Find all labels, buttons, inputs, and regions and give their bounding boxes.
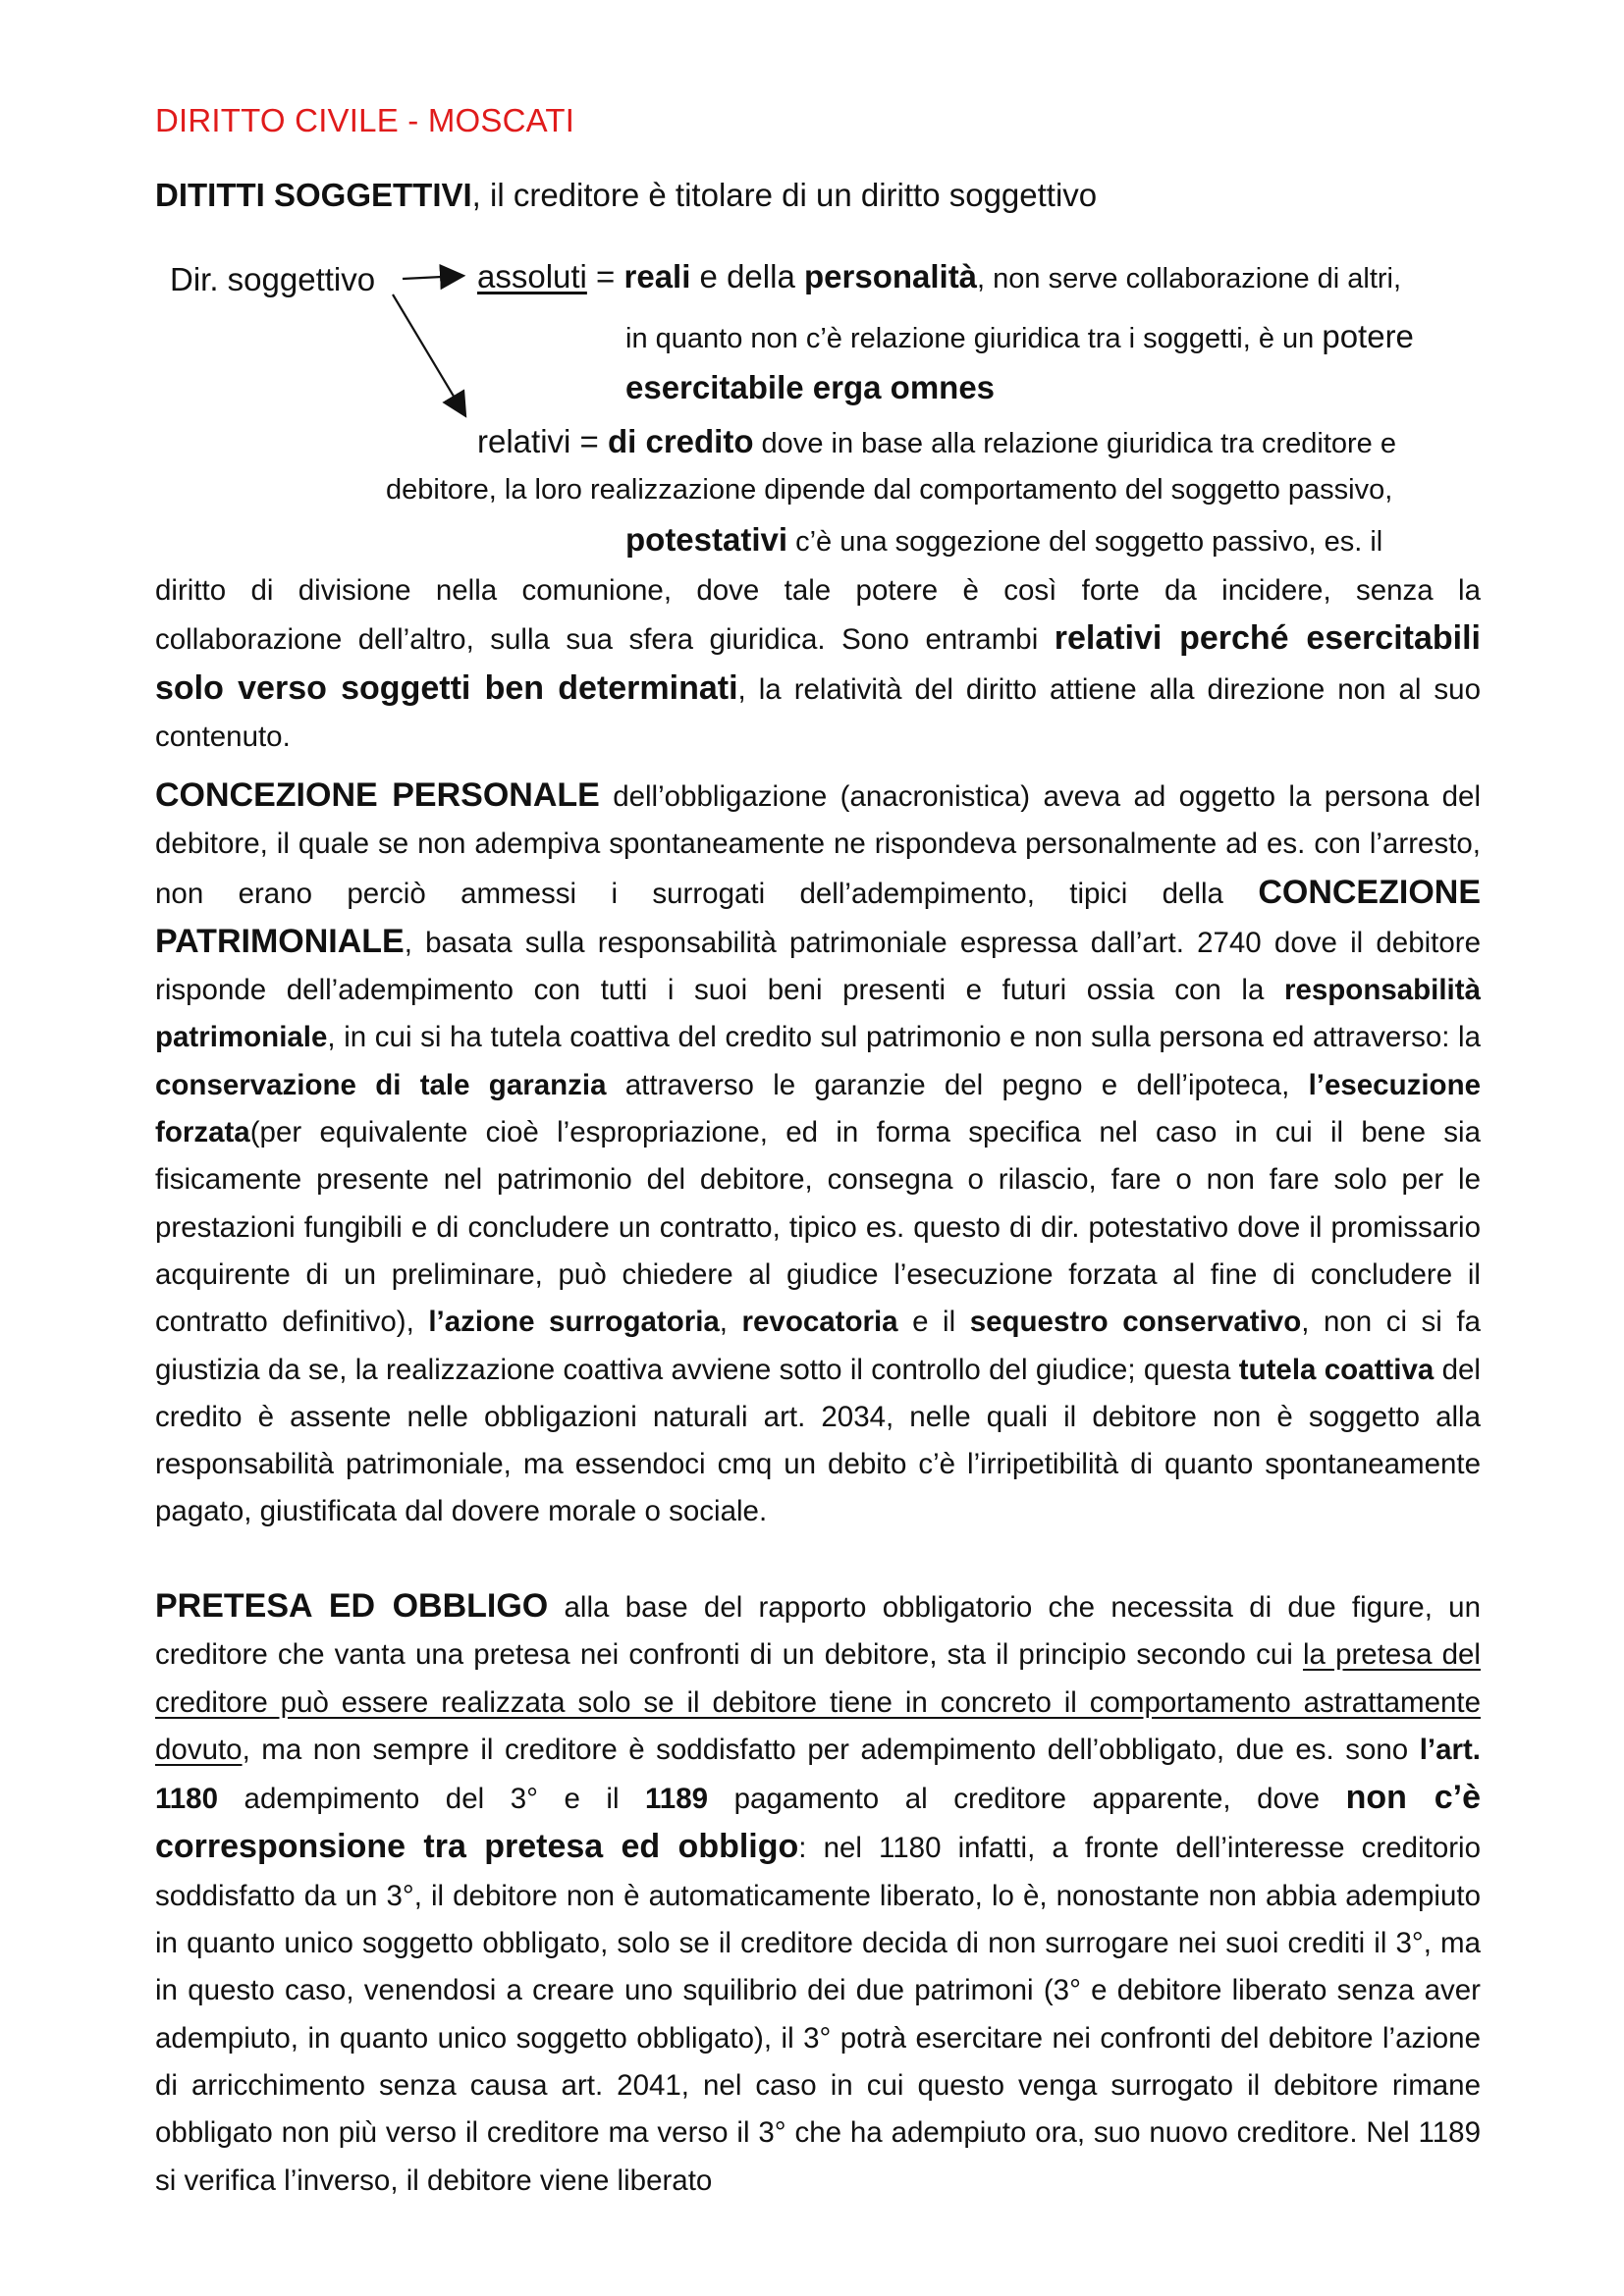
para1-line-1: diritto di divisione nella comunione, dove tale potere è così forte da incidere, senza la xyxy=(155,574,1481,607)
para2-text-9: del credito è assente nelle obbligazioni naturali art. 2034, nelle quali il debitore non è soggetto alla responsabilità patrimoniale, ma essendoci cmq un debito c’è l’irripetibilità di quanto spontaneamente pagato, giustificata dal dovere morale o sociale. xyxy=(155,1353,1481,1528)
pretesa-ed-obbligo: PRETESA ED OBBLIGO xyxy=(155,1587,549,1625)
assoluti-potere: potere xyxy=(1322,318,1414,354)
para2-bold-4: conservazione di tale garanzia xyxy=(155,1068,607,1101)
para3-text-1: alla base del rapporto obbligatorio che necessita di due figure, un creditore che vanta una pretesa nei confronti di un debitore, sta il principio secondo cui xyxy=(155,1591,1481,1672)
para3-bold-3: 1189 xyxy=(645,1783,709,1816)
document-title: DIRITTO CIVILE - MOSCATI xyxy=(155,102,575,138)
para3-text-2: , ma non sempre il creditore è soddisfatto per adempimento dell’obbligato, due es. sono xyxy=(242,1733,1420,1766)
para2-text-5: (per equivalente cioè l’espropriazione, ed in forma specifica nel caso in cui il bene sia fisicamente presente nel patrimonio del debitore, consegna o rilascio, fare o non fare solo per le prestazioni fungibili e di concludere un contratto, tipico es. questo di dir. potestativo dove il promissario acquirente di un preliminare, può chiedere al giudice l’esecuzione forzata al fine di concludere il contratto definitivo), xyxy=(155,1116,1481,1339)
assoluti-personalita: personalità xyxy=(803,258,978,294)
paragraph-concezione xyxy=(155,772,1481,1536)
para2-bold-8: sequestro conservativo xyxy=(969,1306,1302,1339)
assoluti-line-2-text: in quanto non c’è relazione giuridica tra i soggetti, è un xyxy=(625,323,1323,354)
concezione-personale: CONCEZIONE PERSONALE xyxy=(155,776,600,814)
intro-text: , il creditore è titolare di un diritto soggettivo xyxy=(471,177,1098,213)
para1-line-2-text: collaborazione dell’altro, sulla sua sfera giuridica. Sono entrambi xyxy=(155,623,1055,657)
para2-bold-3: responsabilità patrimoniale xyxy=(155,974,1481,1054)
assoluti-label: assoluti xyxy=(477,258,587,294)
para2-bold-7: revocatoria xyxy=(741,1306,898,1339)
para1-line-2-bold: relativi perché esercitabili xyxy=(1054,619,1481,658)
potestativi-line xyxy=(625,523,1382,557)
para2-bold-6: l’azione surrogatoria xyxy=(428,1306,720,1339)
para3-bold-4: non c’è corresponsione tra pretesa ed obbligo xyxy=(155,1779,1481,1866)
concezione-patrimoniale: CONCEZIONE PATRIMONIALE xyxy=(155,873,1481,960)
arrow-to-relativi xyxy=(393,294,464,414)
para3-text-5: : nel 1180 infatti, a fronte dell’interesse creditorio soddisfatto da un 3°, il debitore non è automaticamente liberato, lo è, nonostante non abbia adempiuto in quanto unico soggetto obbligato, solo se il creditore decida di non surrogare nei suoi crediti il 3°, ma in questo caso, venendosi a creare uno squilibrio dei due patrimoni (3° e debitore liberato senza aver adempiuto, in quanto unico soggetto obbligato), il 3° potrà esercitare nei confronti del debitore l’azione di arricchimento senza causa art. 2041, nel caso in cui questo venga surrogato il debitore rimane obbligato non più verso il creditore ma verso il 3° che ha adempiuto ora, suo nuovo creditore. Nel 1189 si verifica l’inverso, il debitore viene liberato xyxy=(155,1832,1482,2197)
paragraph-relativita xyxy=(155,567,1481,761)
assoluti-line xyxy=(477,260,1401,294)
diagram-root-label: Dir. soggettivo xyxy=(170,261,376,297)
assoluti-mid: e della xyxy=(690,258,804,294)
assoluti-line-3: esercitabile erga omnes xyxy=(625,369,996,405)
relativi-label: relativi = xyxy=(477,423,608,459)
para1-line-3-text: , la relatività del diritto attiene alla direzione non al suo xyxy=(737,672,1481,706)
para2-bold-9: tutela coattiva xyxy=(1238,1353,1435,1386)
para1-line-3-bold: solo verso soggetti ben determinati xyxy=(155,668,738,707)
para2-text-1: dell’obbligazione (anacronistica) aveva ad oggetto la persona del debitore, il quale se non adempiva spontaneamente ne rispondeva personalmente ad es. con l’arresto, non erano perciò ammessi i surrogati dell’adempimento, tipici della xyxy=(155,780,1482,910)
assoluti-rest: , non serve collaborazione di altri, xyxy=(977,263,1402,294)
relativi-rest: dove in base alla relazione giuridica tra creditore e xyxy=(753,428,1396,459)
para1-line-4: contenuto. xyxy=(155,720,291,753)
relativi-line-2: debitore, la loro realizzazione dipende dal comportamento del soggetto passivo, xyxy=(386,474,1393,506)
potestativi-rest: c’è una soggezione del soggetto passivo, es. il xyxy=(787,526,1383,558)
potestativi-label: potestativi xyxy=(625,521,788,558)
para2-text-4: attraverso le garanzie del pegno e dell’ipoteca, xyxy=(606,1068,1309,1101)
assoluti-line-2 xyxy=(625,320,1414,353)
para3-text-3: adempimento del 3° e il xyxy=(218,1783,646,1816)
para2-text-2: , basata sulla responsabilità patrimoniale espressa dall’art. 2740 dove il debitore risponde dell’adempimento con tutti i suoi beni presenti e futuri ossia con la xyxy=(155,926,1481,1007)
relativi-line xyxy=(477,425,1396,458)
para2-text-7: e il xyxy=(897,1306,970,1339)
para3-underlined: la pretesa del creditore può essere realizzata solo se il debitore tiene in concreto il comportamento astrattamente dovuto xyxy=(155,1638,1481,1766)
assoluti-reali: reali xyxy=(623,258,691,294)
para2-text-6: , xyxy=(719,1306,742,1339)
relativi-credito: di credito xyxy=(607,423,754,459)
para1-line-3 xyxy=(155,665,1481,714)
para3-bold-2: l’art. 1180 xyxy=(155,1733,1481,1816)
para2-bold-5: l’esecuzione forzata xyxy=(155,1068,1481,1149)
paragraph-pretesa xyxy=(155,1582,1481,2205)
arrow-to-assoluti xyxy=(403,276,461,279)
para2-text-8: , non ci si fa giustizia da se, la realizzazione coattiva avviene sotto il controllo del giudice; questa xyxy=(155,1306,1481,1386)
assoluti-eq: = xyxy=(586,258,624,294)
intro-heading: DITITTI SOGGETTIVI xyxy=(155,177,472,213)
para3-text-4: pagamento al creditore apparente, dove xyxy=(708,1783,1346,1816)
para1-line-2 xyxy=(155,614,1481,664)
para2-text-3: , in cui si ha tutela coattiva del credito sul patrimonio e non sulla persona ed attraverso: la xyxy=(327,1021,1481,1054)
